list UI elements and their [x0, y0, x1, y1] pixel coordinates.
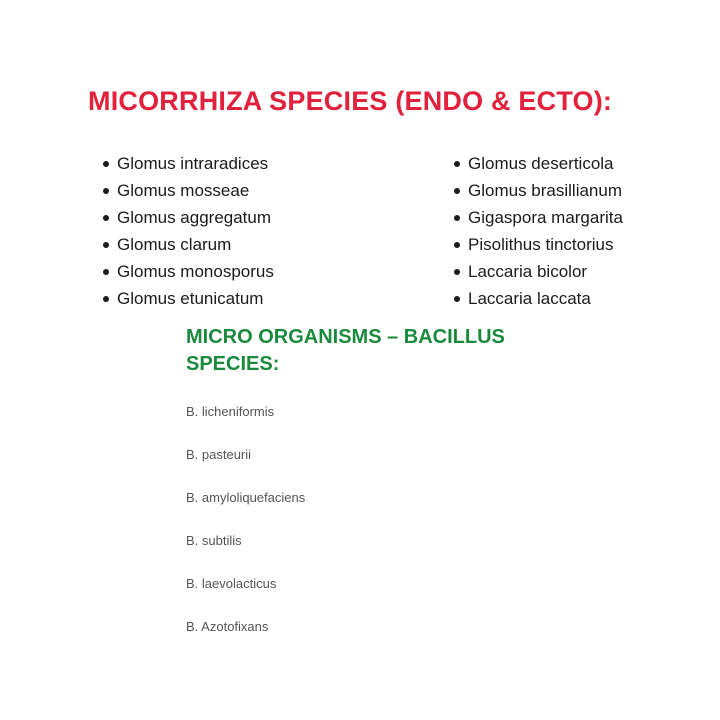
- list-item: [101, 258, 274, 285]
- species-name: Glomus clarum: [117, 235, 232, 254]
- list-item: B. amyloliquefaciens: [186, 490, 306, 505]
- bullet-icon: [103, 242, 109, 248]
- species-name: Glomus mosseae: [117, 181, 250, 200]
- bullet-icon: [103, 188, 109, 194]
- bullet-icon: [454, 296, 460, 302]
- bacillus-list: [186, 400, 305, 658]
- bacillus-heading: MICRO ORGANISMS – BACILLUS SPECIES:: [186, 326, 505, 375]
- list-item: B. subtilis: [186, 533, 242, 548]
- species-name: Glomus brasillianum: [468, 181, 622, 200]
- species-name: Glomus aggregatum: [117, 208, 272, 227]
- bullet-icon: [103, 296, 109, 302]
- species-name: Gigaspora margarita: [468, 208, 623, 227]
- species-name: Glomus deserticola: [468, 154, 614, 173]
- micorrhiza-list-right: [452, 150, 623, 312]
- list-item: B. laevolacticus: [186, 576, 277, 591]
- bullet-icon: [454, 242, 460, 248]
- bullet-icon: [454, 188, 460, 194]
- bullet-icon: [103, 269, 109, 275]
- list-item: B. pasteurii: [186, 447, 252, 462]
- bullet-icon: [454, 161, 460, 167]
- list-item: [101, 177, 274, 204]
- micorrhiza-heading: MICORRHIZA SPECIES (ENDO & ECTO):: [88, 86, 613, 116]
- species-name: Laccaria bicolor: [468, 262, 588, 281]
- bullet-icon: [454, 269, 460, 275]
- list-item: [452, 231, 623, 258]
- bullet-icon: [103, 161, 109, 167]
- species-name: Glomus monosporus: [117, 262, 274, 281]
- list-item: [101, 285, 274, 312]
- list-item: [452, 204, 623, 231]
- list-item: B. Azotofixans: [186, 619, 269, 634]
- species-name: Laccaria laccata: [468, 289, 591, 308]
- species-name: Pisolithus tinctorius: [468, 235, 614, 254]
- list-item: [452, 258, 623, 285]
- list-item: [452, 150, 623, 177]
- species-name: Glomus etunicatum: [117, 289, 264, 308]
- micorrhiza-list-left: [101, 150, 274, 312]
- list-item: [101, 231, 274, 258]
- species-name: Glomus intraradices: [117, 154, 269, 173]
- list-item: B. licheniformis: [186, 404, 275, 419]
- bullet-icon: [103, 215, 109, 221]
- list-item: [452, 177, 623, 204]
- list-item: [101, 204, 274, 231]
- bullet-icon: [454, 215, 460, 221]
- list-item: [452, 285, 623, 312]
- list-item: [101, 150, 274, 177]
